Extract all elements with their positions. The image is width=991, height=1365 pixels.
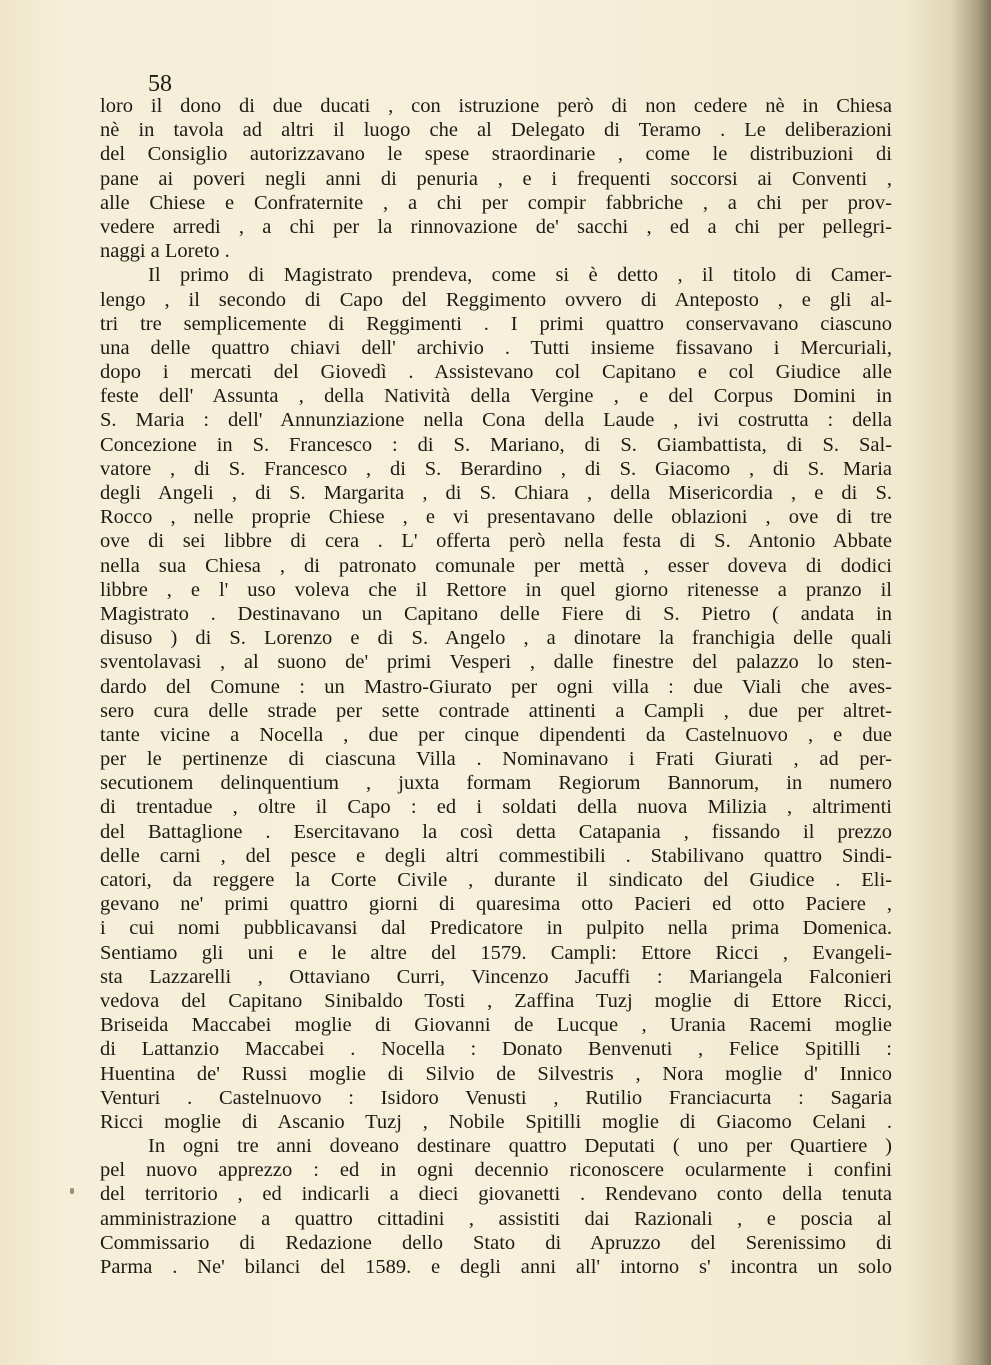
- text-line: ove di sei libbre di cera . L' offerta però nella festa di S. Antonio Abbate: [100, 530, 892, 553]
- text-line: vatore , di S. Francesco , di S. Berardino , di S. Giacomo , di S. Maria: [100, 457, 892, 480]
- text-line: amministrazione a quattro cittadini , assistiti dai Razionali , e poscia al: [100, 1207, 892, 1230]
- text-line: libbre , e l' uso voleva che il Rettore in quel giorno ritenesse a pranzo il: [100, 578, 892, 601]
- text-line: sero cura delle strade per sette contrade attinenti a Campli , due per altret-: [100, 699, 892, 722]
- text-line: di Lattanzio Maccabei . Nocella : Donato Benvenuti , Felice Spitilli :: [100, 1038, 892, 1061]
- text-line: vedova del Capitano Sinibaldo Tosti , Zaffina Tuzj moglie di Ettore Ricci,: [100, 989, 892, 1012]
- text-line: Briseida Maccabei moglie di Giovanni de Lucque , Urania Racemi moglie: [100, 1014, 892, 1037]
- text-line: tri tre semplicemente di Reggimenti . I primi quattro conservavano ciascuno: [100, 312, 892, 335]
- text-line: delle carni , del pesce e degli altri commestibili . Stabilivano quattro Sindi-: [100, 844, 892, 867]
- text-line: del Consiglio autorizzavano le spese straordinarie , come le distribuzioni di: [100, 143, 892, 166]
- text-line: Magistrato . Destinavano un Capitano delle Fiere di S. Pietro ( andata in: [100, 602, 892, 625]
- text-line: una delle quattro chiavi dell' archivio . Tutti insieme fissavano i Mercuriali,: [100, 336, 892, 359]
- text-line: sventolavasi , al suono de' primi Vesperi , dalle finestre del palazzo lo sten-: [100, 651, 892, 674]
- text-line: Venturi . Castelnuovo : Isidoro Venusti , Rutilio Franciacurta : Sagaria: [100, 1086, 892, 1109]
- text-line: catori, da reggere la Corte Civile , durante il sindicato del Giudice . Eli-: [100, 869, 892, 891]
- text-line: Concezione in S. Francesco : di S. Mariano, di S. Giambattista, di S. Sal-: [100, 433, 892, 456]
- text-line: Parma . Ne' bilanci del 1589. e degli anni all' intorno s' incontra un solo: [100, 1256, 892, 1278]
- margin-mark: [70, 1188, 74, 1194]
- text-line: alle Chiese e Confraternite , a chi per compir fabbriche , a chi per prov-: [100, 191, 892, 214]
- text-line: disuso ) di S. Lorenzo e di S. Angelo , a dinotare la franchigia delle quali: [100, 627, 892, 650]
- body-text: [100, 94, 892, 1279]
- text-line: pane ai poveri negli anni di penuria , e i frequenti soccorsi ai Conventi ,: [100, 167, 892, 190]
- page-number: 58: [148, 71, 172, 97]
- text-line: feste dell' Assunta , della Natività della Vergine , e del Corpus Domini in: [100, 385, 892, 408]
- text-line: dardo del Comune : un Mastro-Giurato per ogni villa : due Viali che aves-: [100, 675, 892, 698]
- text-line: pel nuovo apprezzo : ed in ogni decennio riconoscere ocularmente i confini: [100, 1159, 892, 1182]
- text-line: Sentiamo gli uni e le altre del 1579. Campli: Ettore Ricci , Evangeli-: [100, 941, 892, 964]
- text-line: nè in tavola ad altri il luogo che al Delegato di Teramo . Le deliberazioni: [100, 119, 892, 142]
- text-line: naggi a Loreto .: [100, 240, 230, 263]
- text-line: lengo , il secondo di Capo del Reggimento ovvero di Anteposto , e gli al-: [100, 288, 892, 311]
- text-line: sta Lazzarelli , Ottaviano Curri, Vincenzo Jacuffi : Mariangela Falconieri: [100, 965, 892, 988]
- text-line: di trentadue , oltre il Capo : ed i soldati della nuova Milizia , altrimenti: [100, 796, 892, 819]
- text-line: gevano ne' primi quattro giorni di quaresima otto Pacieri ed otto Paciere ,: [100, 893, 892, 916]
- text-line: i cui nomi pubblicavansi dal Predicatore in pulpito nella prima Domenica.: [100, 917, 892, 940]
- text-line: nella sua Chiesa , di patronato comunale per mettà , esser doveva di dodici: [100, 554, 892, 577]
- page-gutter-shadow: [901, 0, 991, 1365]
- text-line: tante vicine a Nocella , due per cinque dipendenti da Castelnuovo , e due: [100, 723, 892, 746]
- text-line: Rocco , nelle proprie Chiese , e vi presentavano delle oblazioni , ove di tre: [100, 506, 892, 529]
- text-line: per le pertinenze di ciascuna Villa . Nominavano i Frati Giurati , ad per-: [100, 748, 892, 771]
- text-line: Huentina de' Russi moglie di Silvio de Silvestris , Nora moglie d' Innico: [100, 1062, 892, 1085]
- text-line: Commissario di Redazione dello Stato di Apruzzo del Serenissimo di: [100, 1231, 892, 1254]
- text-line: S. Maria : dell' Annunziazione nella Cona della Laude , ivi costrutta : della: [100, 409, 892, 432]
- text-line: Ricci moglie di Ascanio Tuzj , Nobile Spitilli moglie di Giacomo Celani .: [100, 1110, 892, 1133]
- text-line: secutionem delinquentium , juxta formam Regiorum Bannorum, in numero: [100, 772, 892, 795]
- text-line: Il primo di Magistrato prendeva, come si è detto , il titolo di Camer-: [148, 264, 892, 287]
- text-line: vedere arredi , a chi per la rinnovazione de' sacchi , ed a chi per pellegri-: [100, 215, 892, 238]
- text-line: del Battaglione . Esercitavano la così detta Catapania , fissando il prezzo: [100, 820, 892, 843]
- text-line: del territorio , ed indicarli a dieci giovanetti . Rendevano conto della tenuta: [100, 1183, 892, 1206]
- text-line: In ogni tre anni doveano destinare quattro Deputati ( uno per Quartiere ): [148, 1135, 892, 1158]
- text-line: loro il dono di due ducati , con istruzione però di non cedere nè in Chiesa: [100, 95, 892, 117]
- text-line: degli Angeli , di S. Margarita , di S. Chiara , della Misericordia , e di S.: [100, 482, 892, 504]
- text-line: dopo i mercati del Giovedì . Assistevano col Capitano e col Giudice alle: [100, 361, 892, 384]
